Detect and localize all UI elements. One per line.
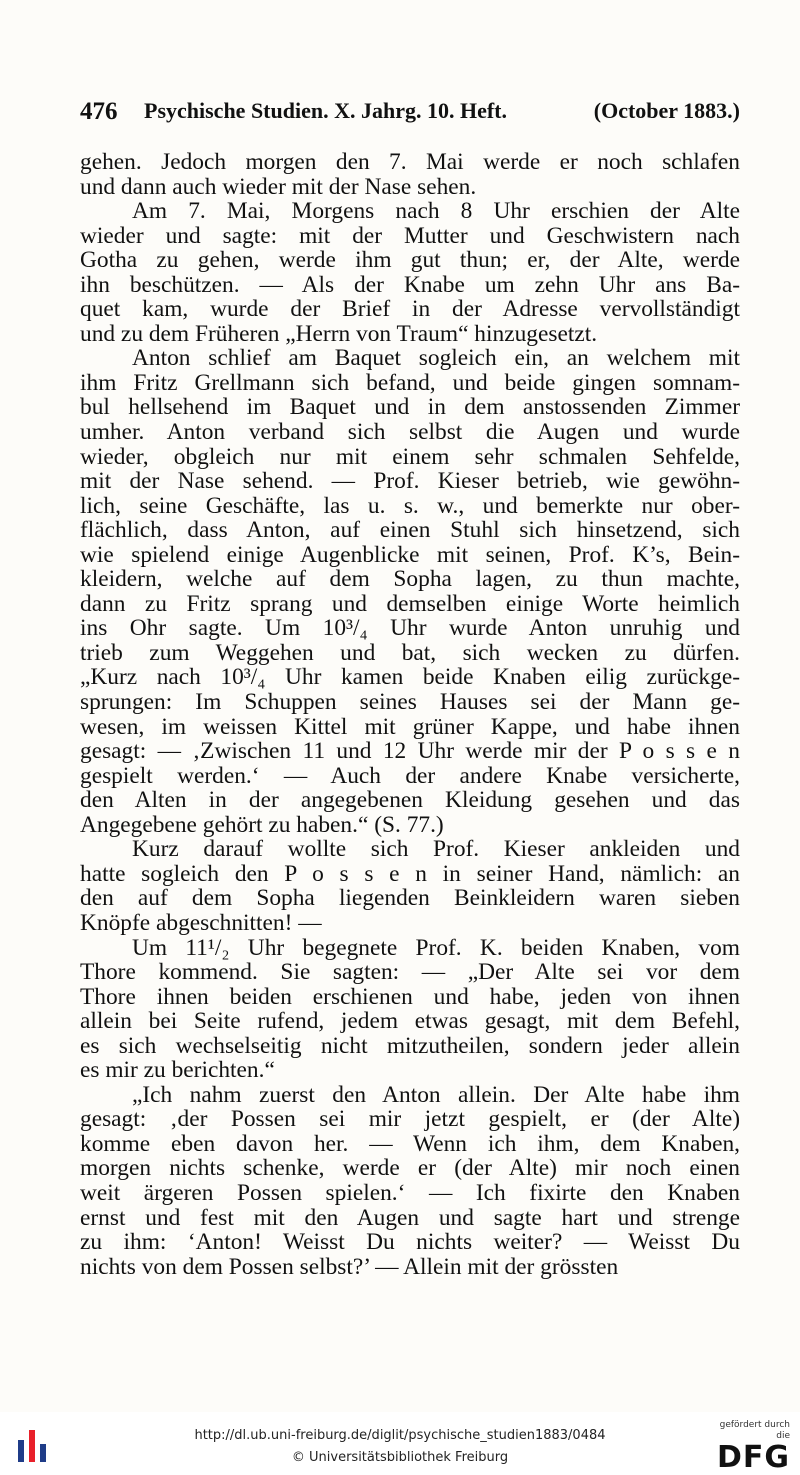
text-line: den Alten in der angegebenen Kleidung gesehen und das xyxy=(80,788,740,813)
text-line: gesagt: — ‚Zwischen 11 und 12 Uhr werde mir der P o s s e n xyxy=(80,739,740,764)
text-line: hatte sogleich den P o s s e n in seiner Hand, nämlich: an xyxy=(80,861,740,887)
text-line: wie spielend einige Augenblicke mit seinen, Prof. K’s, Bein- xyxy=(80,542,740,568)
text-line: und zu dem Früheren „Herrn von Traum“ hinzugesetzt. xyxy=(80,321,598,347)
viewer-footer xyxy=(0,1412,800,1475)
running-header xyxy=(80,98,740,132)
text-line: ihn beschützen. — Als der Knabe um zehn Uhr ans Ba- xyxy=(80,272,740,298)
text-line: es mir zu berichten.“ xyxy=(80,1058,275,1083)
text-line: nichts von dem Possen selbst?’ — Allein mit der grössten xyxy=(80,1254,619,1280)
text-line: lich, seine Geschäfte, las u. s. w., und bemerkte nur ober- xyxy=(80,493,740,519)
text-line: Um 11¹/₂ Uhr begegnete Prof. K. beiden Knaben, vom xyxy=(132,935,740,961)
text-line: Angegebene gehört zu haben.“ (S. 77.) xyxy=(80,812,444,838)
text-line: ins Ohr sagte. Um 10³/₄ Uhr wurde Anton unruhig und xyxy=(80,616,740,641)
text-line: Anton schlief am Baquet sogleich ein, an welchem mit xyxy=(132,346,740,371)
text-line: flächlich, dass Anton, auf einen Stuhl sich hinsetzend, sich xyxy=(80,518,740,543)
text-line: trieb zum Weggehen und bat, sich wecken zu dürfen. xyxy=(80,640,740,666)
text-line: Thore kommend. Sie sagten: — „Der Alte sei vor dem xyxy=(80,960,740,985)
text-line: gehen. Jedoch morgen den 7. Mai werde er noch schlafen xyxy=(80,150,740,175)
text-line: wesen, im weissen Kittel mit grüner Kappe, und habe ihnen xyxy=(80,714,740,740)
text-line: „Kurz nach 10³/₄ Uhr kamen beide Knaben eilig zurückge- xyxy=(80,665,740,691)
text-line: umher. Anton verband sich selbst die Augen und wurde xyxy=(80,420,740,445)
text-line: den auf dem Sopha liegenden Beinkleidern waren sieben xyxy=(80,886,740,911)
text-line: ihm Fritz Grellmann sich befand, und beide gingen somnam- xyxy=(80,370,740,396)
issue-date: (October 1883.) xyxy=(593,98,740,123)
text-line: bul hellsehend im Baquet und in dem anstossenden Zimmer xyxy=(80,395,740,421)
dfg-wordmark: DFG xyxy=(716,1440,790,1475)
text-line: gespielt werden.‘ — Auch der andere Knabe versicherte, xyxy=(80,763,740,789)
text-line: mit der Nase sehend. — Prof. Kieser betrieb, wie gewöhn- xyxy=(80,469,740,494)
text-line: Am 7. Mai, Morgens nach 8 Uhr erschien der Alte xyxy=(132,199,740,224)
dfg-caption: gefördert durch die xyxy=(719,1420,790,1441)
text-line: quet kam, wurde der Brief in der Adresse vervollständigt xyxy=(80,297,740,322)
text-line: allein bei Seite rufend, jedem etwas gesagt, mit dem Befehl, xyxy=(80,1009,740,1034)
text-line: morgen nichts schenke, werde er (der Alte) mir noch einen xyxy=(80,1156,740,1181)
text-line: Gotha zu gehen, werde ihm gut thun; er, der Alte, werde xyxy=(80,248,740,273)
dfg-logo-icon xyxy=(706,1420,790,1475)
text-line: Knöpfe abgeschnitten! — xyxy=(80,910,322,936)
text-line: Kurz darauf wollte sich Prof. Kieser ankleiden und xyxy=(132,837,740,862)
text-line: dann zu Fritz sprang und demselben einige Worte heimlich xyxy=(80,591,740,617)
text-line: „Ich nahm zuerst den Anton allein. Der Alte habe ihm xyxy=(132,1082,740,1108)
text-line: zu ihm: ‘Anton! Weisst Du nichts weiter? — Weisst Du xyxy=(80,1230,740,1255)
text-line: Thore ihnen beiden erschienen und habe, jeden von ihnen xyxy=(80,984,740,1010)
journal-title: Psychische Studien. X. Jahrg. 10. Heft. xyxy=(144,98,507,123)
copyright-notice: © Universitätsbibliothek Freiburg xyxy=(291,1450,509,1465)
page-number: 476 xyxy=(80,98,118,125)
permalink-url[interactable]: http://dl.ub.uni-freiburg.de/diglit/psychische_studien1883/0484 xyxy=(194,1428,606,1443)
text-line: ernst und fest mit den Augen und sagte hart und strenge xyxy=(80,1205,740,1231)
text-line: sprungen: Im Schuppen seines Hauses sei der Mann ge- xyxy=(80,690,740,715)
text-line: wieder und sagte: mit der Mutter und Geschwistern nach xyxy=(80,223,740,249)
text-line: kleidern, welche auf dem Sopha lagen, zu thun machte, xyxy=(80,567,740,592)
text-line: gesagt: ‚der Possen sei mir jetzt gespielt, er (der Alte) xyxy=(80,1107,740,1132)
page-body-text xyxy=(80,150,740,1279)
text-line: wieder, obgleich nur mit einem sehr schmalen Sehfelde, xyxy=(80,444,740,470)
text-line: weit ärgeren Possen spielen.‘ — Ich fixirte den Knaben xyxy=(80,1180,740,1206)
text-line: komme eben davon her. — Wenn ich ihm, dem Knaben, xyxy=(80,1131,740,1157)
text-line: es sich wechselseitig nicht mitzutheilen, sondern jeder allein xyxy=(80,1033,740,1059)
text-line: und dann auch wieder mit der Nase sehen. xyxy=(80,174,477,200)
